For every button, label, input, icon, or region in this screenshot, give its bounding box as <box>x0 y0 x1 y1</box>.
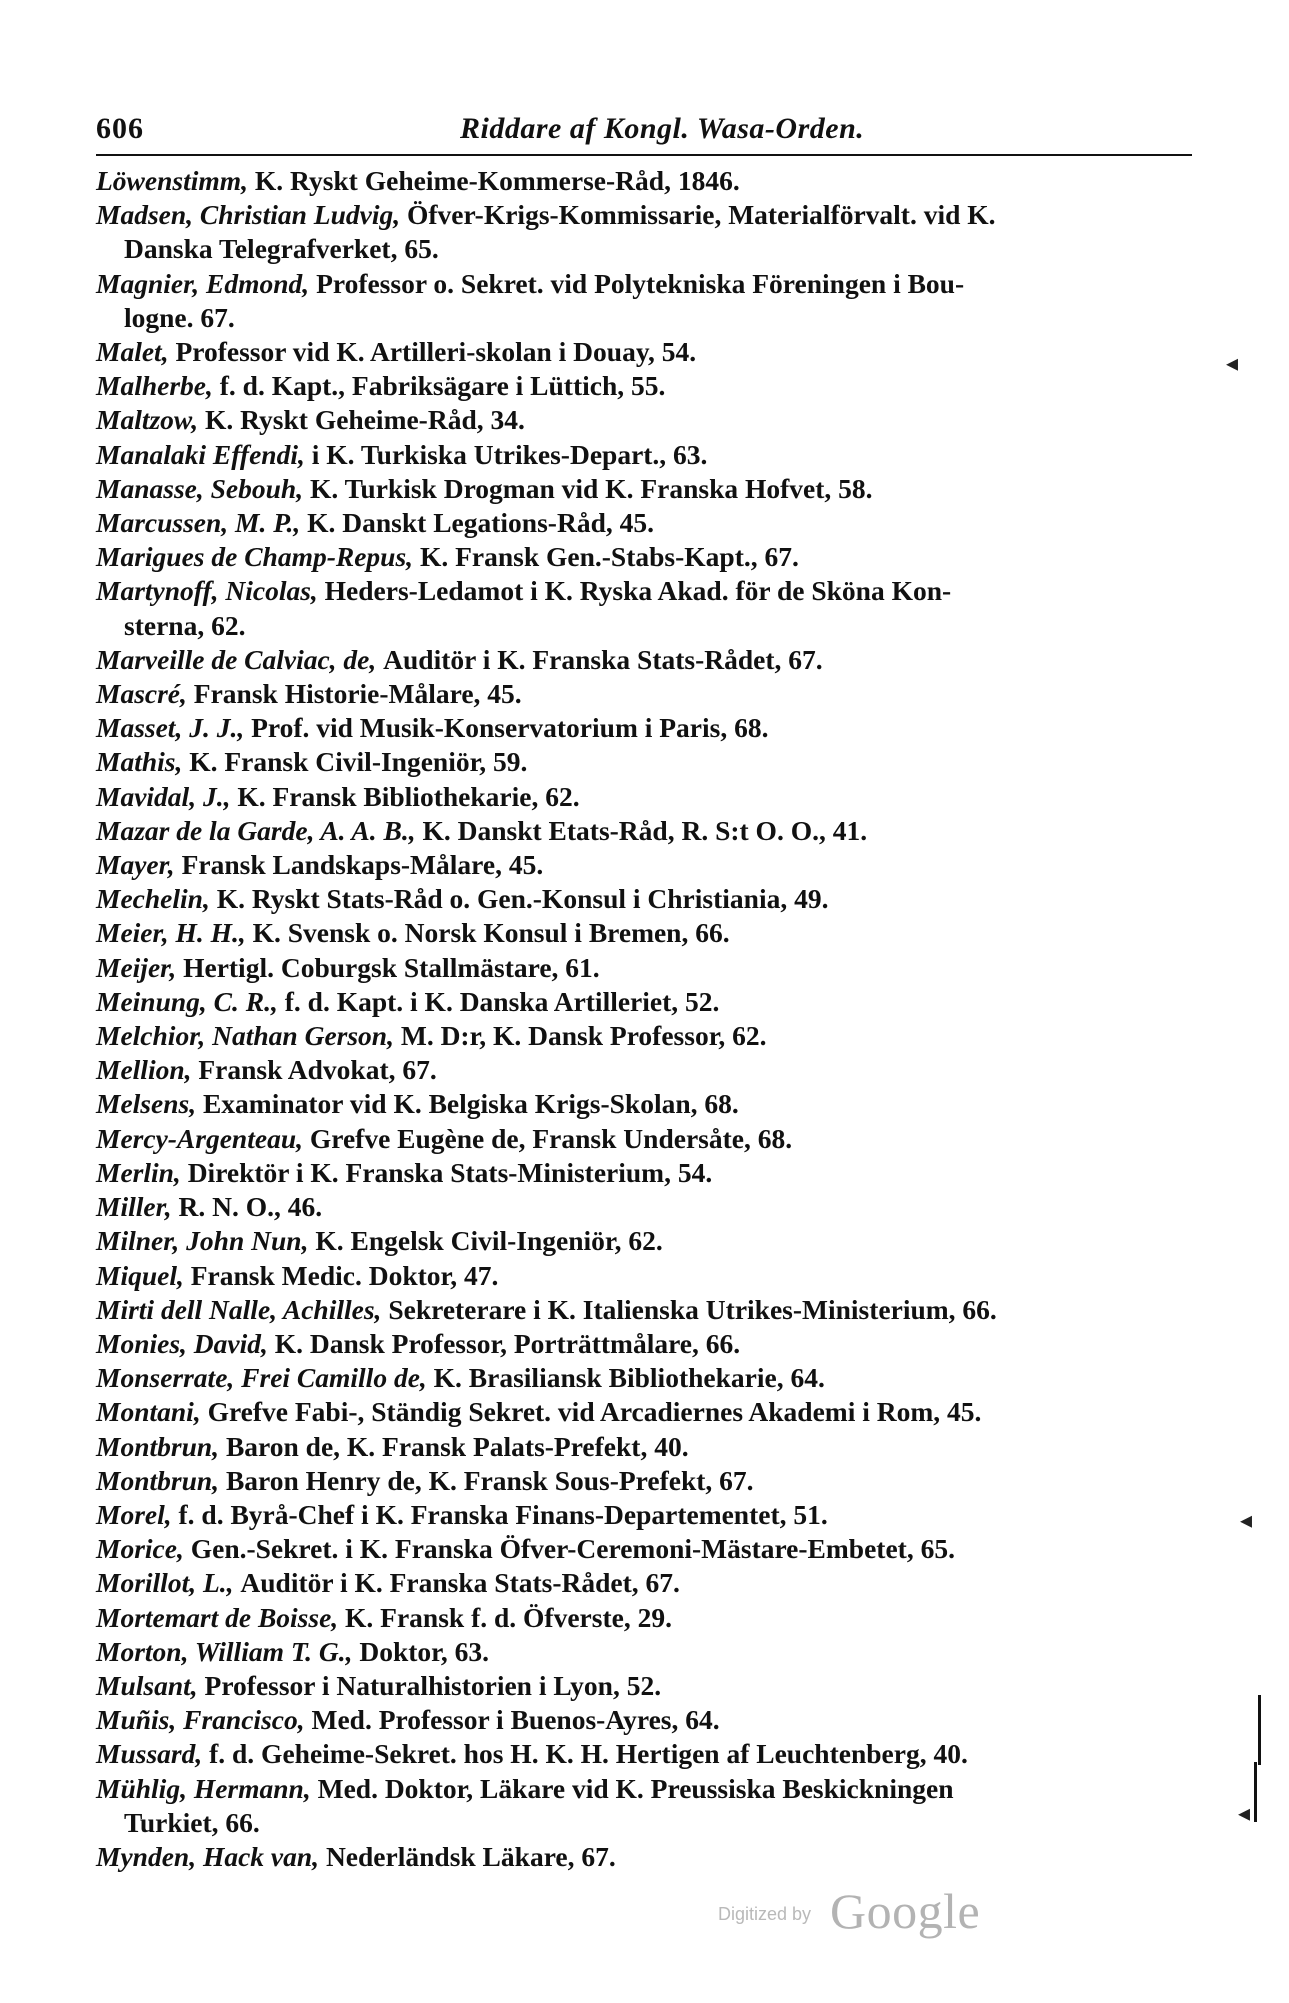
entry-name: Miquel, <box>96 1259 184 1291</box>
entry-description: Med. Professor i Buenos-Ayres, 64. <box>311 1704 720 1736</box>
entry-name: Mellion, <box>96 1054 192 1086</box>
index-entry <box>96 1259 1196 1293</box>
index-entry <box>96 951 1196 985</box>
index-entry <box>96 677 1196 711</box>
entry-description: Prof. vid Musik-Konservatorium i Paris, 68. <box>251 712 769 744</box>
entry-name: Monserrate, Frei Camillo de, <box>96 1362 427 1394</box>
index-entry <box>96 438 1196 472</box>
entry-name: Mayer, <box>96 849 175 881</box>
entry-name: Mühlig, Hermann, <box>96 1772 311 1804</box>
entry-description: Auditör i K. Franska Stats-Rådet, 67. <box>383 643 823 675</box>
entry-description: Fransk Advokat, 67. <box>198 1054 437 1086</box>
index-entry <box>96 1635 1196 1669</box>
entry-name: Morice, <box>96 1533 184 1565</box>
entry-name: Masset, J. J., <box>96 712 245 744</box>
entry-continuation: sterna, 62. <box>124 609 246 641</box>
index-entry <box>96 882 1196 916</box>
entry-name: Marigues de Champ-Repus, <box>96 541 414 573</box>
entry-description: Gen.-Sekret. i K. Franska Öfver-Ceremoni-Mästare-Embetet, 65. <box>190 1533 955 1565</box>
entry-description: Heders-Ledamot i K. Ryska Akad. för de Sköna Kon- <box>324 575 952 607</box>
entry-description: K. Danskt Etats-Råd, R. S:t O. O., 41. <box>422 814 868 846</box>
entry-description: K. Ryskt Stats-Råd o. Gen.-Konsul i Christiania, 49. <box>216 883 829 915</box>
index-entry <box>96 1669 1196 1703</box>
index-entry <box>96 1293 1196 1327</box>
entry-name: Mortemart de Boisse, <box>96 1601 339 1633</box>
entry-description: Direktör i K. Franska Stats-Ministerium, 54. <box>187 1156 713 1188</box>
index-entry <box>96 1395 1196 1429</box>
index-entry <box>96 198 1196 266</box>
scan-edge-line <box>1258 1695 1261 1765</box>
entry-name: Löwenstimm, <box>96 165 249 196</box>
entry-name: Mercy-Argenteau, <box>96 1122 303 1154</box>
entry-description: Med. Doktor, Läkare vid K. Preussiska Beskickningen <box>317 1772 954 1804</box>
index-entry <box>96 916 1196 950</box>
entry-description: Baron Henry de, K. Fransk Sous-Prefekt, 67. <box>225 1464 754 1496</box>
index-entry <box>96 1532 1196 1566</box>
index-entry <box>96 472 1196 506</box>
index-entry <box>96 1498 1196 1532</box>
entry-name: Malet, <box>96 336 169 368</box>
index-entry <box>96 1361 1196 1395</box>
page-header <box>96 108 1190 152</box>
entry-description: K. Svensk o. Norsk Konsul i Bremen, 66. <box>252 917 730 949</box>
entry-description: Fransk Landskaps-Målare, 45. <box>181 849 544 881</box>
index-entry <box>96 1327 1196 1361</box>
header-rule <box>96 154 1192 156</box>
entry-description: Auditör i K. Franska Stats-Rådet, 67. <box>240 1567 680 1599</box>
index-entry <box>96 267 1196 335</box>
index-entry <box>96 1019 1196 1053</box>
entry-description: i K. Turkiska Utrikes-Depart., 63. <box>311 438 708 470</box>
index-entry <box>96 848 1196 882</box>
index-entry <box>96 814 1196 848</box>
entry-name: Mathis, <box>96 746 183 778</box>
index-entry <box>96 711 1196 745</box>
entry-list <box>96 164 1196 1874</box>
digitized-by-label: Digitized by <box>718 1904 812 1924</box>
entry-description: M. D:r, K. Dansk Professor, 62. <box>400 1020 767 1052</box>
entry-description: Professor i Naturalhistorien i Lyon, 52. <box>204 1669 662 1701</box>
entry-name: Melchior, Nathan Gerson, <box>96 1020 394 1052</box>
entry-name: Marcussen, M. P., <box>96 507 301 539</box>
entry-description: Baron de, K. Fransk Palats-Prefekt, 40. <box>225 1430 689 1462</box>
entry-continuation: Danska Telegrafverket, 65. <box>124 233 439 265</box>
entry-name: Montbrun, <box>96 1430 220 1462</box>
entry-name: Morel, <box>96 1498 172 1530</box>
index-entry <box>96 1190 1196 1224</box>
entry-description: Sekreterare i K. Italienska Utrikes-Ministerium, 66. <box>388 1293 997 1325</box>
index-entry <box>96 335 1196 369</box>
entry-description: Hertigl. Coburgsk Stallmästare, 61. <box>183 951 600 983</box>
entry-description: Fransk Medic. Doktor, 47. <box>190 1259 499 1291</box>
entry-name: Mascré, <box>96 678 187 710</box>
entry-name: Mulsant, <box>96 1669 198 1701</box>
entry-description: K. Fransk Gen.-Stabs-Kapt., 67. <box>419 541 799 573</box>
index-entry <box>96 643 1196 677</box>
entry-description: K. Turkisk Drogman vid K. Franska Hofvet, 58. <box>309 472 873 504</box>
entry-name: Magnier, Edmond, <box>96 267 310 299</box>
entry-name: Malherbe, <box>96 370 213 402</box>
entry-name: Meijer, <box>96 951 177 983</box>
entry-name: Martynoff, Nicolas, <box>96 575 318 607</box>
scan-edge-line <box>1254 1762 1257 1822</box>
index-entry <box>96 540 1196 574</box>
index-entry <box>96 1601 1196 1635</box>
entry-description: f. d. Kapt., Fabriksägare i Lüttich, 55. <box>219 370 666 402</box>
entry-name: Mechelin, <box>96 883 210 915</box>
index-entry <box>96 506 1196 540</box>
entry-description: K. Fransk f. d. Öfverste, 29. <box>345 1601 672 1633</box>
index-entry <box>96 1737 1196 1771</box>
entry-name: Mirti dell Nalle, Achilles, <box>96 1293 382 1325</box>
entry-description: Nederländsk Läkare, 67. <box>325 1840 616 1872</box>
entry-description: K. Ryskt Geheime-Råd, 34. <box>205 404 525 436</box>
entry-description: Grefve Fabi-, Ständig Sekret. vid Arcadiernes Akademi i Rom, 45. <box>207 1396 982 1428</box>
entry-description: Professor vid K. Artilleri-skolan i Douay, 54. <box>175 336 697 368</box>
entry-description: K. Dansk Professor, Porträttmålare, 66. <box>274 1327 741 1359</box>
margin-mark: ◂ <box>1238 1801 1251 1827</box>
entry-description: R. N. O., 46. <box>178 1191 323 1223</box>
index-entry <box>96 1156 1196 1190</box>
margin-mark: ◂ <box>1226 351 1239 377</box>
entry-name: Morton, William T. G., <box>96 1635 353 1667</box>
entry-description: Examinator vid K. Belgiska Krigs-Skolan, 68. <box>202 1088 739 1120</box>
entry-name: Mazar de la Garde, A. A. B., <box>96 814 416 846</box>
entry-description: Grefve Eugène de, Fransk Undersåte, 68. <box>309 1122 793 1154</box>
index-entry <box>96 780 1196 814</box>
index-entry <box>96 1840 1196 1874</box>
entry-name: Muñis, Francisco, <box>96 1704 305 1736</box>
entry-continuation: Turkiet, 66. <box>124 1806 260 1838</box>
index-entry <box>96 403 1196 437</box>
index-entry <box>96 1122 1196 1156</box>
entry-name: Montani, <box>96 1396 201 1428</box>
index-entry <box>96 1430 1196 1464</box>
margin-mark: ◂ <box>1240 1508 1253 1534</box>
entry-name: Monies, David, <box>96 1327 268 1359</box>
running-title: Riddare af Kongl. Wasa-Orden. <box>460 112 865 145</box>
index-entry <box>96 985 1196 1019</box>
entry-description: Fransk Historie-Målare, 45. <box>193 678 522 710</box>
index-entry <box>96 1224 1196 1258</box>
entry-name: Manalaki Effendi, <box>96 438 305 470</box>
index-entry <box>96 1464 1196 1498</box>
entry-description: f. d. Kapt. i K. Danska Artilleriet, 52. <box>284 985 720 1017</box>
entry-name: Meier, H. H., <box>96 917 246 949</box>
entry-description: K. Fransk Bibliothekarie, 62. <box>237 780 580 812</box>
entry-name: Miller, <box>96 1191 172 1223</box>
entry-name: Manasse, Sebouh, <box>96 472 304 504</box>
index-entry <box>96 745 1196 779</box>
entry-name: Mussard, <box>96 1738 203 1770</box>
entry-description: K. Fransk Civil-Ingeniör, 59. <box>189 746 528 778</box>
entry-name: Mynden, Hack van, <box>96 1840 320 1872</box>
entry-name: Merlin, <box>96 1156 181 1188</box>
entry-description: Professor o. Sekret. vid Polytekniska Föreningen i Bou- <box>316 267 965 299</box>
entry-name: Mavidal, J., <box>96 780 231 812</box>
entry-name: Morillot, L., <box>96 1567 234 1599</box>
index-entry <box>96 1087 1196 1121</box>
entry-name: Maltzow, <box>96 404 199 436</box>
entry-description: Doktor, 63. <box>359 1635 489 1667</box>
google-logo: Google <box>830 1883 981 1939</box>
entry-description: Öfver-Krigs-Kommissarie, Materialförvalt. vid K. <box>406 199 996 231</box>
entry-name: Milner, John Nun, <box>96 1225 309 1257</box>
index-entry <box>96 1772 1196 1840</box>
entry-description: f. d. Byrå-Chef i K. Franska Finans-Departementet, 51. <box>178 1498 828 1530</box>
index-entry <box>96 164 1196 198</box>
index-entry <box>96 1053 1196 1087</box>
index-entry <box>96 369 1196 403</box>
entry-description: K. Engelsk Civil-Ingeniör, 62. <box>315 1225 663 1257</box>
entry-description: f. d. Geheime-Sekret. hos H. K. H. Hertigen af Leuchtenberg, 40. <box>209 1738 968 1770</box>
entry-description: K. Ryskt Geheime-Kommerse-Råd, 1846. <box>254 165 740 196</box>
digitization-watermark <box>718 1882 1018 1942</box>
index-entry <box>96 574 1196 642</box>
page-number: 606 <box>96 112 144 145</box>
entry-continuation: logne. 67. <box>124 301 235 333</box>
entry-description: K. Brasiliansk Bibliothekarie, 64. <box>433 1362 825 1394</box>
entry-description: K. Danskt Legations-Råd, 45. <box>307 507 654 539</box>
entry-name: Madsen, Christian Ludvig, <box>96 199 401 231</box>
index-entry <box>96 1566 1196 1600</box>
entry-name: Melsens, <box>96 1088 197 1120</box>
entry-name: Montbrun, <box>96 1464 220 1496</box>
entry-name: Meinung, C. R., <box>96 985 278 1017</box>
index-entry <box>96 1703 1196 1737</box>
entry-name: Marveille de Calviac, de, <box>96 643 377 675</box>
